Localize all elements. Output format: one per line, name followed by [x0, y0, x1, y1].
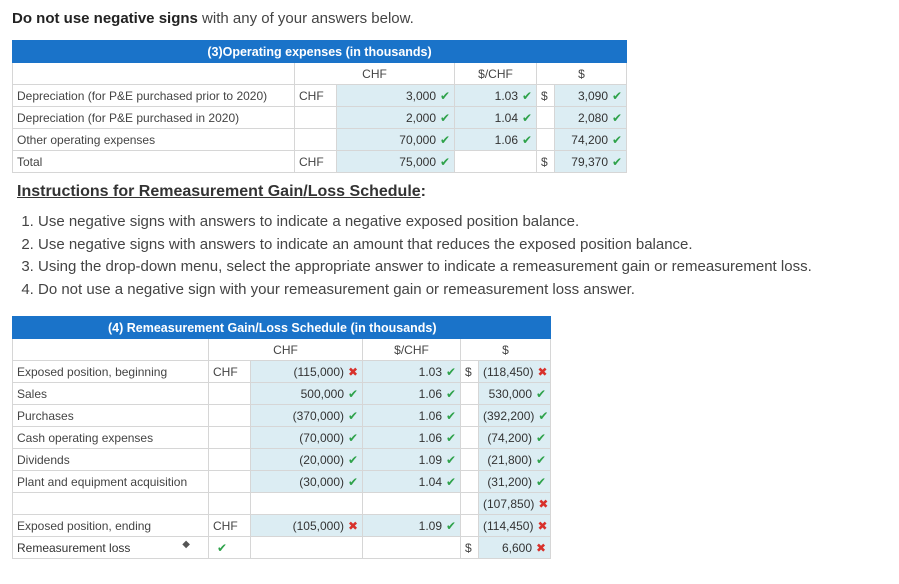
dollar-sign [537, 151, 555, 173]
correct-check-icon: ✔ [446, 386, 457, 401]
usd-value: 74,200 [571, 132, 608, 147]
instruction-item: 1. Use negative signs with answers to indicate a negative exposed position balance. [38, 211, 812, 234]
usd-value: 2,080 [577, 110, 608, 125]
operating-expenses-table [12, 40, 627, 173]
correct-check-icon: ✔ [440, 132, 451, 147]
row-label [13, 107, 295, 129]
chf-value: 70,000 [399, 132, 436, 147]
chf-value: (370,000) [292, 408, 344, 423]
instruction-item: 3. Using the drop-down menu, select the appropriate answer to indicate a remeasurement gain or remeasurement loss. [38, 256, 812, 279]
row-label [13, 471, 209, 493]
chf-amount-input[interactable] [251, 449, 363, 471]
chf-value: (70,000) [299, 430, 344, 445]
table3-header-chf: CHF [295, 63, 455, 85]
chf-amount-input[interactable] [251, 383, 363, 405]
chf-amount-input[interactable] [251, 405, 363, 427]
row-label-text: Plant and equipment acquisition [17, 474, 188, 489]
chf-amount-input[interactable] [251, 427, 363, 449]
table-row [13, 107, 627, 129]
correct-check-icon: ✔ [348, 474, 359, 489]
empty-cell [13, 493, 209, 515]
incorrect-x-icon: ✖ [538, 496, 549, 511]
dollar-text: $ [541, 154, 548, 169]
table-row [13, 471, 551, 493]
rate-input[interactable] [363, 361, 461, 383]
table3-header-usd: $ [537, 63, 627, 85]
chf-amount-input[interactable] [337, 107, 455, 129]
correct-check-icon: ✔ [612, 110, 623, 125]
usd-amount-input[interactable] [555, 107, 627, 129]
dollar-sign [461, 449, 479, 471]
subtotal-row [13, 493, 551, 515]
correct-check-icon: ✔ [440, 154, 451, 169]
correct-check-icon: ✔ [612, 132, 623, 147]
rate-input[interactable] [363, 405, 461, 427]
correct-check-icon: ✔ [538, 408, 549, 423]
rate-input[interactable] [455, 129, 537, 151]
rate-input[interactable] [363, 383, 461, 405]
dollar-sign [461, 537, 479, 559]
remeasurement-row [13, 537, 551, 559]
row-label-text: Other operating expenses [17, 132, 156, 147]
table-row [13, 427, 551, 449]
rate-input[interactable] [363, 515, 461, 537]
row-label-text: Sales [17, 386, 48, 401]
row-label-text: Exposed position, beginning [17, 364, 168, 379]
rate-input[interactable] [455, 85, 537, 107]
currency-label [295, 151, 337, 173]
rate-value: 1.09 [418, 518, 442, 533]
row-label [13, 427, 209, 449]
correct-check-icon: ✔ [446, 474, 457, 489]
dollar-sign [537, 129, 555, 151]
row-label [13, 151, 295, 173]
table-row [13, 405, 551, 427]
currency-label [209, 405, 251, 427]
correct-check-icon: ✔ [612, 88, 623, 103]
rate-value: 1.06 [494, 132, 518, 147]
instructions-title: Instructions for Remeasurement Gain/Loss Schedule: [17, 183, 426, 200]
rate-value: 1.04 [418, 474, 442, 489]
rate-value: 1.06 [418, 430, 442, 445]
table-row [13, 151, 627, 173]
chf-value: (105,000) [292, 518, 344, 533]
usd-value: 6,600 [501, 540, 533, 555]
rate-value: 1.03 [494, 88, 518, 103]
ending-row [13, 515, 551, 537]
usd-value: (21,800) [487, 452, 533, 467]
usd-amount-input[interactable] [479, 515, 551, 537]
currency-text: CHF [299, 154, 324, 169]
empty-cell [251, 537, 363, 559]
remeasurement-schedule-table [12, 316, 551, 559]
row-label-text: Depreciation (for P&E purchased prior to 2020) [17, 88, 268, 103]
row-label [13, 383, 209, 405]
usd-value: (114,450) [483, 518, 534, 533]
currency-label [209, 449, 251, 471]
empty-cell [209, 493, 251, 515]
correct-check-icon: ✔ [536, 452, 547, 467]
instruction-item: 2. Use negative signs with answers to indicate an amount that reduces the exposed position balance. [38, 234, 812, 257]
rate-value: 1.09 [418, 452, 442, 467]
dollar-text: $ [465, 364, 472, 379]
row-label-text: Depreciation (for P&E purchased in 2020) [17, 110, 240, 125]
usd-amount-input[interactable] [479, 471, 551, 493]
table3-header-rate: $/CHF [455, 63, 537, 85]
table4-header-usd: $ [461, 339, 551, 361]
incorrect-x-icon: ✖ [537, 364, 548, 379]
incorrect-x-icon: ✖ [536, 540, 547, 555]
chf-value: 2,000 [405, 110, 436, 125]
chf-amount-input[interactable] [337, 151, 455, 173]
usd-value: (74,200) [487, 430, 533, 445]
correct-check-icon: ✔ [440, 88, 451, 103]
currency-label [209, 383, 251, 405]
table4-header-rate: $/CHF [363, 339, 461, 361]
chf-value: (20,000) [299, 452, 344, 467]
dropdown-check [209, 537, 251, 559]
dollar-sign [537, 85, 555, 107]
chf-amount-input[interactable] [251, 361, 363, 383]
row-label [13, 405, 209, 427]
correct-check-icon: ✔ [348, 430, 359, 445]
usd-amount-input[interactable] [555, 85, 627, 107]
table-row [13, 361, 551, 383]
row-label-text: Total [17, 154, 43, 169]
table4-header-chf: CHF [209, 339, 363, 361]
table-row [13, 85, 627, 107]
usd-amount-input[interactable] [479, 449, 551, 471]
remeasurement-dropdown[interactable] [13, 537, 209, 559]
usd-amount-input[interactable] [479, 405, 551, 427]
table3-header-blank [13, 63, 295, 85]
row-label [13, 515, 209, 537]
correct-check-icon: ✔ [446, 430, 457, 445]
empty-cell [461, 493, 479, 515]
currency-label [295, 129, 337, 151]
correct-check-icon: ✔ [612, 154, 623, 169]
correct-check-icon: ✔ [522, 132, 533, 147]
usd-value: 3,090 [577, 88, 608, 103]
instruction-item: 4. Do not use a negative sign with your remeasurement gain or remeasurement loss answer. [38, 279, 812, 302]
usd-value: (118,450) [483, 364, 534, 379]
correct-check-icon: ✔ [446, 518, 457, 533]
table-row [13, 129, 627, 151]
row-label-text: Purchases [17, 408, 74, 423]
rate-input [455, 151, 537, 173]
correct-check-icon: ✔ [446, 408, 457, 423]
dollar-text: $ [465, 540, 472, 555]
usd-value: (31,200) [487, 474, 533, 489]
row-label [13, 129, 295, 151]
rate-input[interactable] [455, 107, 537, 129]
rate-value: 1.06 [418, 408, 442, 423]
currency-label [209, 515, 251, 537]
rate-value: 1.03 [418, 364, 442, 379]
usd-amount-input[interactable] [555, 151, 627, 173]
note-rest: with any of your answers below. [197, 10, 414, 27]
usd-value: (392,200) [483, 408, 535, 423]
rate-value: 1.06 [418, 386, 442, 401]
chf-value: (30,000) [299, 474, 344, 489]
correct-check-icon: ✔ [536, 474, 547, 489]
chf-value: 3,000 [405, 88, 436, 103]
usd-amount-input[interactable] [479, 383, 551, 405]
chf-amount-input[interactable] [251, 471, 363, 493]
usd-value: (107,850) [483, 496, 535, 511]
rate-value: 1.04 [494, 110, 518, 125]
dollar-sign [537, 107, 555, 129]
currency-label [295, 107, 337, 129]
correct-check-icon: ✔ [536, 430, 547, 445]
currency-label [209, 427, 251, 449]
row-label-text: Cash operating expenses [17, 430, 154, 445]
usd-value: 79,370 [571, 154, 608, 169]
empty-cell [363, 493, 461, 515]
empty-cell [461, 515, 479, 537]
empty-cell [363, 537, 461, 559]
table-row [13, 449, 551, 471]
row-label-text: Exposed position, ending [17, 518, 152, 533]
correct-check-icon: ✔ [217, 540, 228, 555]
incorrect-x-icon: ✖ [537, 518, 548, 533]
correct-check-icon: ✔ [536, 386, 547, 401]
table-row [13, 383, 551, 405]
rate-input[interactable] [363, 427, 461, 449]
usd-amount-input[interactable] [479, 493, 551, 515]
row-label [13, 85, 295, 107]
dropdown-selected-value: Remeasurement loss [17, 540, 131, 555]
chf-value: 500,000 [300, 386, 344, 401]
dollar-sign [461, 471, 479, 493]
usd-amount-input[interactable] [555, 129, 627, 151]
chf-amount-input[interactable] [337, 85, 455, 107]
rate-input[interactable] [363, 449, 461, 471]
row-label-text: Dividends [17, 452, 70, 467]
instruction-note [12, 10, 414, 27]
usd-amount-input[interactable] [479, 537, 551, 559]
instructions-list [20, 211, 812, 301]
table3-title: (3)Operating expenses (in thousands) [13, 41, 627, 63]
usd-amount-input[interactable] [479, 427, 551, 449]
currency-label [209, 361, 251, 383]
rate-input[interactable] [363, 471, 461, 493]
chf-value: 75,000 [399, 154, 436, 169]
dollar-sign [461, 361, 479, 383]
currency-text: CHF [213, 364, 238, 379]
incorrect-x-icon: ✖ [348, 364, 359, 379]
currency-label [209, 471, 251, 493]
table4-header-blank [13, 339, 209, 361]
dollar-sign [461, 383, 479, 405]
table4-title: (4) Remeasurement Gain/Loss Schedule (in thousands) [13, 317, 551, 339]
row-label [13, 361, 209, 383]
dollar-sign [461, 405, 479, 427]
correct-check-icon: ✔ [348, 408, 359, 423]
chf-amount-input[interactable] [337, 129, 455, 151]
usd-value: 530,000 [488, 386, 533, 401]
correct-check-icon: ✔ [522, 110, 533, 125]
currency-text: CHF [299, 88, 324, 103]
row-label [13, 449, 209, 471]
dollar-sign [461, 427, 479, 449]
note-bold: Do not use negative signs [12, 10, 198, 27]
currency-label [295, 85, 337, 107]
empty-cell [251, 493, 363, 515]
dollar-text: $ [541, 88, 548, 103]
correct-check-icon: ✔ [446, 364, 457, 379]
correct-check-icon: ✔ [446, 452, 457, 467]
chf-amount-input[interactable] [251, 515, 363, 537]
updown-arrows-icon: ◆ [182, 539, 190, 550]
correct-check-icon: ✔ [522, 88, 533, 103]
correct-check-icon: ✔ [440, 110, 451, 125]
correct-check-icon: ✔ [348, 386, 359, 401]
usd-amount-input[interactable] [479, 361, 551, 383]
correct-check-icon: ✔ [348, 452, 359, 467]
incorrect-x-icon: ✖ [348, 518, 359, 533]
currency-text: CHF [213, 518, 238, 533]
chf-value: (115,000) [293, 364, 344, 379]
